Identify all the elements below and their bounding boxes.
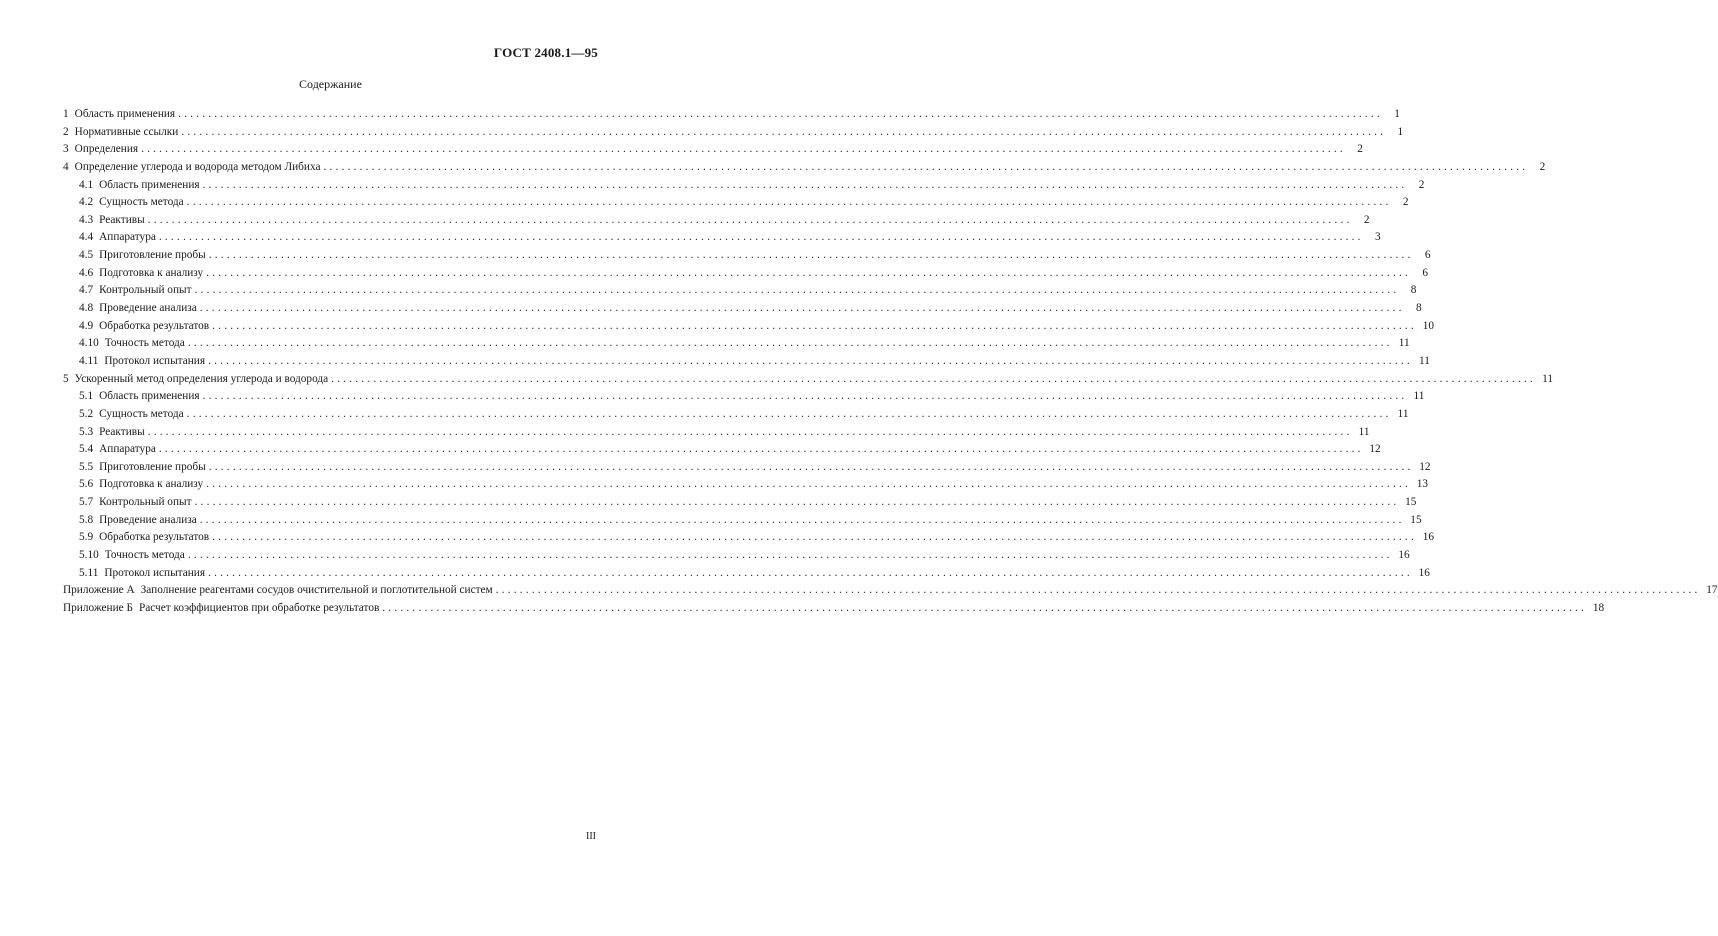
toc-entry[interactable] (63, 459, 1431, 477)
dot-leader: ........................................................................................................................................................................................................ (206, 266, 1412, 279)
dot-leader: ........................................................................................................................................................................................................ (186, 407, 1392, 420)
toc-entry-number: 5.11 (79, 566, 99, 579)
dot-leader: ........................................................................................................................................................................................................ (178, 108, 1383, 120)
toc-entry-number: 5.5 (79, 460, 94, 473)
toc-entry-title: Обработка результатов (99, 531, 210, 544)
toc-entry[interactable] (63, 600, 1605, 618)
dot-leader: ........................................................................................................................................................................................................ (331, 372, 1537, 385)
toc-entry[interactable] (63, 229, 1381, 247)
toc-entry[interactable] (63, 159, 1546, 177)
toc-entry[interactable] (63, 141, 1363, 159)
toc-entry[interactable] (63, 212, 1370, 230)
toc-entry[interactable] (63, 388, 1425, 406)
toc-entry-number: 4.5 (79, 249, 94, 262)
toc-entry-number: 4.3 (79, 213, 94, 226)
toc-entry-page: 13 (1416, 478, 1429, 491)
toc-entry[interactable] (63, 406, 1409, 424)
toc-entry-number: 5.2 (79, 407, 94, 420)
toc-entry-title: Точность метода (104, 549, 185, 562)
toc-entry-title: Протокол испытания (104, 566, 206, 579)
toc-entry-title: Реактивы (99, 425, 145, 438)
dot-leader: ........................................................................................................................................................................................................ (202, 390, 1408, 403)
toc-entry[interactable] (63, 476, 1429, 494)
toc-entry-number: 4.10 (79, 337, 99, 350)
toc-entry-title: Расчет коэффициентов при обработке результатов (138, 601, 380, 614)
dot-leader: ........................................................................................................................................................................................................ (495, 584, 1701, 597)
toc-entry-number: 3 (63, 143, 69, 156)
dot-leader: ........................................................................................................................................................................................................ (147, 425, 1353, 438)
toc-entry-number: 4.8 (79, 302, 94, 315)
toc-entry-number: 2 (63, 125, 69, 138)
toc-entry-title: Ускоренный метод определения углерода и водорода (74, 372, 329, 385)
toc-entry-page: 2 (1402, 196, 1409, 209)
toc-entry-page: 3 (1375, 231, 1381, 244)
toc-entry-page: 6 (1424, 249, 1431, 262)
dot-leader: ........................................................................................................................................................................................................ (147, 213, 1353, 226)
dot-leader: ........................................................................................................................................................................................................ (208, 460, 1414, 473)
toc-entry-title: Аппаратура (99, 443, 156, 456)
dot-leader: ........................................................................................................................................................................................................ (186, 196, 1392, 209)
toc-entry-page: 8 (1410, 284, 1417, 297)
table-of-contents (63, 106, 1718, 618)
dot-leader: ........................................................................................................................................................................................................ (158, 443, 1364, 456)
toc-entry[interactable] (63, 194, 1409, 212)
dot-leader: ........................................................................................................................................................................................................ (199, 302, 1405, 315)
toc-entry-title: Точность метода (104, 337, 185, 350)
dot-leader: ........................................................................................................................................................................................................ (202, 178, 1408, 191)
toc-entry-page: 11 (1358, 425, 1370, 438)
dot-leader: ........................................................................................................................................................................................................ (199, 513, 1405, 526)
toc-entry[interactable] (63, 300, 1422, 318)
toc-entry-number: 5.10 (79, 549, 99, 562)
dot-leader: ........................................................................................................................................................................................................ (208, 354, 1413, 367)
toc-entry-number: 4.9 (79, 319, 94, 332)
document-code: ГОСТ 2408.1—95 (493, 45, 598, 60)
toc-entry-number: 5.6 (79, 478, 94, 491)
toc-entry-page: 17 (1706, 584, 1718, 597)
toc-entry-title: Приготовление пробы (99, 249, 206, 262)
toc-entry-page: 11 (1398, 337, 1410, 350)
dot-leader: ........................................................................................................................................................................................................ (212, 531, 1417, 544)
toc-entry-title: Определение углерода и водорода методом Либиха (74, 160, 321, 173)
toc-entry[interactable] (63, 424, 1370, 442)
toc-entry[interactable] (63, 547, 1410, 565)
toc-entry-number: 4.7 (79, 284, 94, 297)
dot-leader: ........................................................................................................................................................................................................ (181, 125, 1387, 138)
toc-entry-page: 16 (1418, 566, 1430, 579)
toc-entry-number: 5.3 (79, 425, 94, 438)
dot-leader: ........................................................................................................................................................................................................ (194, 496, 1400, 509)
toc-entry-number: 5.1 (79, 390, 94, 403)
toc-entry-page: 11 (1542, 372, 1554, 385)
toc-entry-title: Заполнение реагентами сосудов очистительной и поглотительной систем (140, 584, 493, 597)
toc-entry-page: 2 (1539, 160, 1546, 173)
dot-leader: ........................................................................................................................................................................................................ (194, 284, 1400, 297)
toc-entry-page: 2 (1363, 213, 1370, 226)
toc-entry-title: Обработка результатов (99, 319, 210, 332)
toc-entry-number: 5.9 (79, 531, 94, 544)
toc-entry-page: 12 (1419, 460, 1431, 473)
toc-entry-number: 5.7 (79, 496, 94, 509)
toc-entry-page: 18 (1592, 601, 1605, 614)
toc-entry-page: 11 (1419, 354, 1430, 367)
dot-leader: ........................................................................................................................................................................................................ (212, 319, 1417, 332)
toc-entry-page: 1 (1394, 108, 1400, 120)
toc-entry[interactable] (63, 124, 1404, 142)
toc-entry[interactable] (63, 494, 1417, 512)
toc-entry-title: Сущность метода (99, 407, 184, 420)
toc-entry-page: 10 (1422, 319, 1434, 332)
toc-entry[interactable] (63, 265, 1429, 283)
toc-entry-page: 12 (1369, 443, 1381, 456)
toc-entry-page: 6 (1422, 266, 1429, 279)
toc-entry-title: Область применения (74, 108, 176, 120)
toc-entry-title: Область применения (99, 178, 200, 191)
toc-entry-number: 4.2 (79, 196, 94, 209)
toc-entry-title: Контрольный опыт (99, 496, 192, 509)
toc-entry[interactable] (63, 353, 1430, 371)
toc-entry-number: 4.4 (79, 231, 94, 244)
toc-entry-title: Проведение анализа (99, 302, 197, 315)
toc-entry-title: Проведение анализа (99, 513, 197, 526)
dot-leader: ........................................................................................................................................................................................................ (206, 478, 1412, 491)
toc-entry-number: 5.8 (79, 513, 94, 526)
toc-entry-number: 4.11 (79, 354, 99, 367)
toc-entry[interactable] (63, 335, 1410, 353)
toc-entry-title: Протокол испытания (104, 354, 206, 367)
toc-entry-page: 2 (1418, 178, 1425, 191)
toc-entry-title: Подготовка к анализу (99, 266, 204, 279)
toc-entry-number: 1 (63, 108, 69, 120)
toc-entry-title: Область применения (99, 390, 200, 403)
toc-entry[interactable] (63, 106, 1400, 124)
toc-entry-number: Приложение А (63, 584, 135, 597)
toc-entry[interactable] (63, 529, 1434, 547)
toc-entry-page: 1 (1397, 125, 1404, 138)
toc-entry-page: 2 (1357, 143, 1363, 156)
toc-entry-title: Нормативные ссылки (74, 125, 179, 138)
toc-entry-page: 15 (1405, 496, 1417, 509)
toc-entry-title: Аппаратура (99, 231, 156, 244)
toc-entry-title: Подготовка к анализу (99, 478, 204, 491)
toc-title: Содержание (299, 77, 362, 91)
dot-leader: ........................................................................................................................................................................................................ (158, 231, 1364, 244)
toc-entry-page: 11 (1413, 390, 1425, 403)
page-number: III (586, 831, 596, 842)
toc-entry-page: 16 (1398, 549, 1410, 562)
toc-entry-page: 8 (1415, 302, 1422, 315)
dot-leader: ........................................................................................................................................................................................................ (323, 160, 1529, 173)
dot-leader: ........................................................................................................................................................................................................ (141, 143, 1346, 156)
toc-entry[interactable] (63, 177, 1425, 195)
toc-entry-page: 11 (1397, 407, 1409, 420)
toc-entry-title: Приготовление пробы (99, 460, 206, 473)
toc-entry[interactable] (63, 441, 1381, 459)
toc-entry[interactable] (63, 565, 1430, 583)
dot-leader: ........................................................................................................................................................................................................ (382, 601, 1588, 614)
toc-entry-title: Контрольный опыт (99, 284, 192, 297)
toc-entry-page: 16 (1422, 531, 1434, 544)
dot-leader: ........................................................................................................................................................................................................ (187, 337, 1393, 350)
dot-leader: ........................................................................................................................................................................................................ (208, 566, 1413, 579)
toc-entry-title: Реактивы (99, 213, 145, 226)
toc-entry-number: Приложение Б (63, 601, 133, 614)
toc-entry[interactable] (63, 512, 1422, 530)
toc-entry-number: 5 (63, 372, 69, 385)
toc-entry[interactable] (63, 282, 1417, 300)
dot-leader: ........................................................................................................................................................................................................ (187, 549, 1393, 562)
toc-entry-number: 4 (63, 160, 69, 173)
toc-entry-title: Сущность метода (99, 196, 184, 209)
toc-entry-number: 4.1 (79, 178, 94, 191)
toc-entry-number: 5.4 (79, 443, 94, 456)
toc-entry[interactable] (63, 247, 1431, 265)
toc-entry[interactable] (63, 371, 1554, 389)
dot-leader: ........................................................................................................................................................................................................ (208, 249, 1414, 262)
toc-entry[interactable] (63, 318, 1434, 336)
toc-entry-page: 15 (1410, 513, 1422, 526)
toc-entry-number: 4.6 (79, 266, 94, 279)
toc-entry[interactable] (63, 582, 1718, 600)
toc-entry-title: Определения (74, 143, 139, 156)
